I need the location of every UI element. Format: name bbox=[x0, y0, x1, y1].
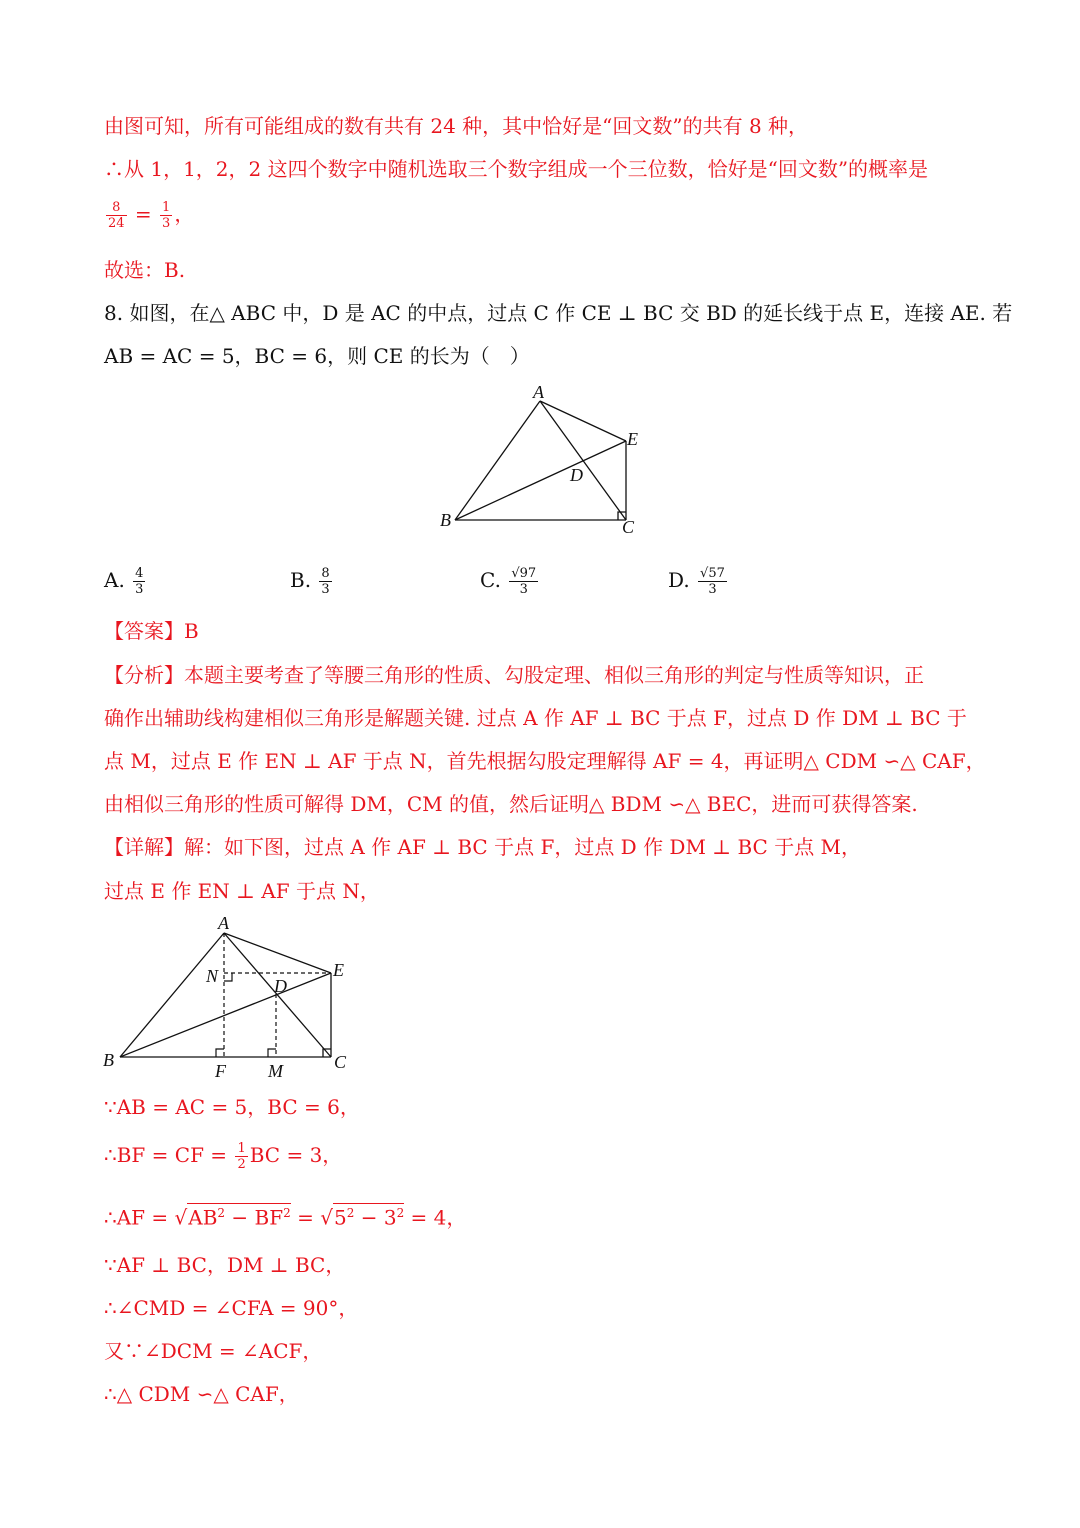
detail-line-1: 【详解】解：如下图，过点 A 作 AF ⊥ BC 于点 F，过点 D 作 DM ⊥ BC 于点 M， bbox=[104, 835, 862, 859]
analysis-line-4: 由相似三角形的性质可解得 DM，CM 的值，然后证明△ BDM ∽△ BEC，进而可获得答案. bbox=[104, 792, 918, 816]
step-5: ∴∠CMD = ∠CFA = 90°， bbox=[104, 1296, 359, 1320]
label-a: A bbox=[533, 385, 544, 402]
analysis-line-1: 【分析】本题主要考查了等腰三角形的性质、勾股定理、相似三角形的判定与性质等知识，正 bbox=[104, 663, 924, 687]
step-6: 又∵∠DCM = ∠ACF， bbox=[104, 1339, 323, 1363]
segment-be bbox=[455, 441, 626, 520]
label-e: E bbox=[333, 960, 344, 980]
segment-ab bbox=[120, 933, 224, 1057]
segment-ae bbox=[540, 401, 626, 441]
option-d[interactable]: D. $\frac{√57}{3}$ bbox=[668, 566, 725, 597]
right-angle-f bbox=[216, 1049, 224, 1057]
solution-line-1: 由图可知，所有可能组成的数有共有 24 种，其中恰好是“回文数”的共有 8 种， bbox=[104, 114, 809, 138]
label-m: M bbox=[268, 1061, 283, 1081]
option-b[interactable]: B. $\frac{8}{3}$ bbox=[290, 566, 330, 597]
label-f: F bbox=[215, 1061, 226, 1081]
label-b: B bbox=[103, 1050, 114, 1070]
choice-line: 故选：B. bbox=[104, 258, 186, 282]
fraction-1-2: $\frac{1}{2}$ bbox=[237, 1141, 246, 1172]
probability-result: $\frac{8}{24}$ = $\frac{1}{3}$ ， bbox=[108, 200, 195, 231]
right-angle-m bbox=[268, 1049, 276, 1057]
label-n: N bbox=[206, 966, 219, 986]
label-a: A bbox=[218, 913, 229, 933]
label-d: D bbox=[570, 465, 583, 485]
right-angle-n bbox=[224, 973, 232, 981]
label-e: E bbox=[627, 429, 638, 449]
step-2: ∴BF = CF = $\frac{1}{2}$ BC = 3， bbox=[104, 1141, 343, 1172]
question-line-1: 8. 如图，在△ ABC 中，D 是 AC 的中点，过点 C 作 CE ⊥ BC 交 BD 的延长线于点 E，连接 AE. 若 bbox=[104, 301, 1013, 325]
radical-2: $5^2 - 3^2$ bbox=[333, 1203, 404, 1227]
question-line-2: AB = AC = 5，BC = 6，则 CE 的长为（ ） bbox=[104, 344, 530, 368]
answer-label: 【答案】B bbox=[104, 619, 199, 643]
label-b: B bbox=[440, 510, 451, 530]
detail-line-2: 过点 E 作 EN ⊥ AF 于点 N， bbox=[104, 879, 380, 903]
label-c: C bbox=[622, 517, 635, 537]
analysis-line-3: 点 M，过点 E 作 EN ⊥ AF 于点 N，首先根据勾股定理解得 AF = 4，再证明△ CDM ∽△ CAF， bbox=[104, 749, 986, 773]
step-4: ∵AF ⊥ BC，DM ⊥ BC， bbox=[104, 1253, 346, 1277]
label-c: C bbox=[334, 1052, 347, 1072]
radical-1: $AB^2 - BF^2$ bbox=[187, 1203, 290, 1227]
analysis-line-2: 确作出辅助线构建相似三角形是解题关键. 过点 A 作 AF ⊥ BC 于点 F，过点 D 作 DM ⊥ BC 于 bbox=[104, 706, 967, 730]
segment-be bbox=[120, 973, 331, 1057]
label-d: D bbox=[274, 976, 287, 996]
fraction-1-3: $\frac{1}{3}$ bbox=[162, 200, 171, 231]
option-c[interactable]: C. $\frac{√97}{3}$ bbox=[480, 566, 537, 597]
step-1: ∵AB = AC = 5，BC = 6， bbox=[104, 1095, 360, 1119]
segment-ae bbox=[224, 933, 331, 973]
segment-ab bbox=[455, 401, 540, 520]
solution-line-2: ∴从 1，1，2，2 这四个数字中随机选取三个数字组成一个三位数，恰好是“回文数”的概率是 bbox=[104, 157, 929, 181]
figure-auxiliary-lines bbox=[98, 910, 358, 1085]
option-a[interactable]: A. $\frac{4}{3}$ bbox=[104, 566, 144, 597]
figure-triangle-abc bbox=[430, 385, 660, 540]
fraction-8-24: $\frac{8}{24}$ bbox=[108, 200, 125, 231]
step-3: ∴AF = $√AB^2 - BF^2 = √5^2 - 3^2 = 4$， bbox=[104, 1203, 466, 1232]
step-7: ∴△ CDM ∽△ CAF， bbox=[104, 1382, 299, 1406]
